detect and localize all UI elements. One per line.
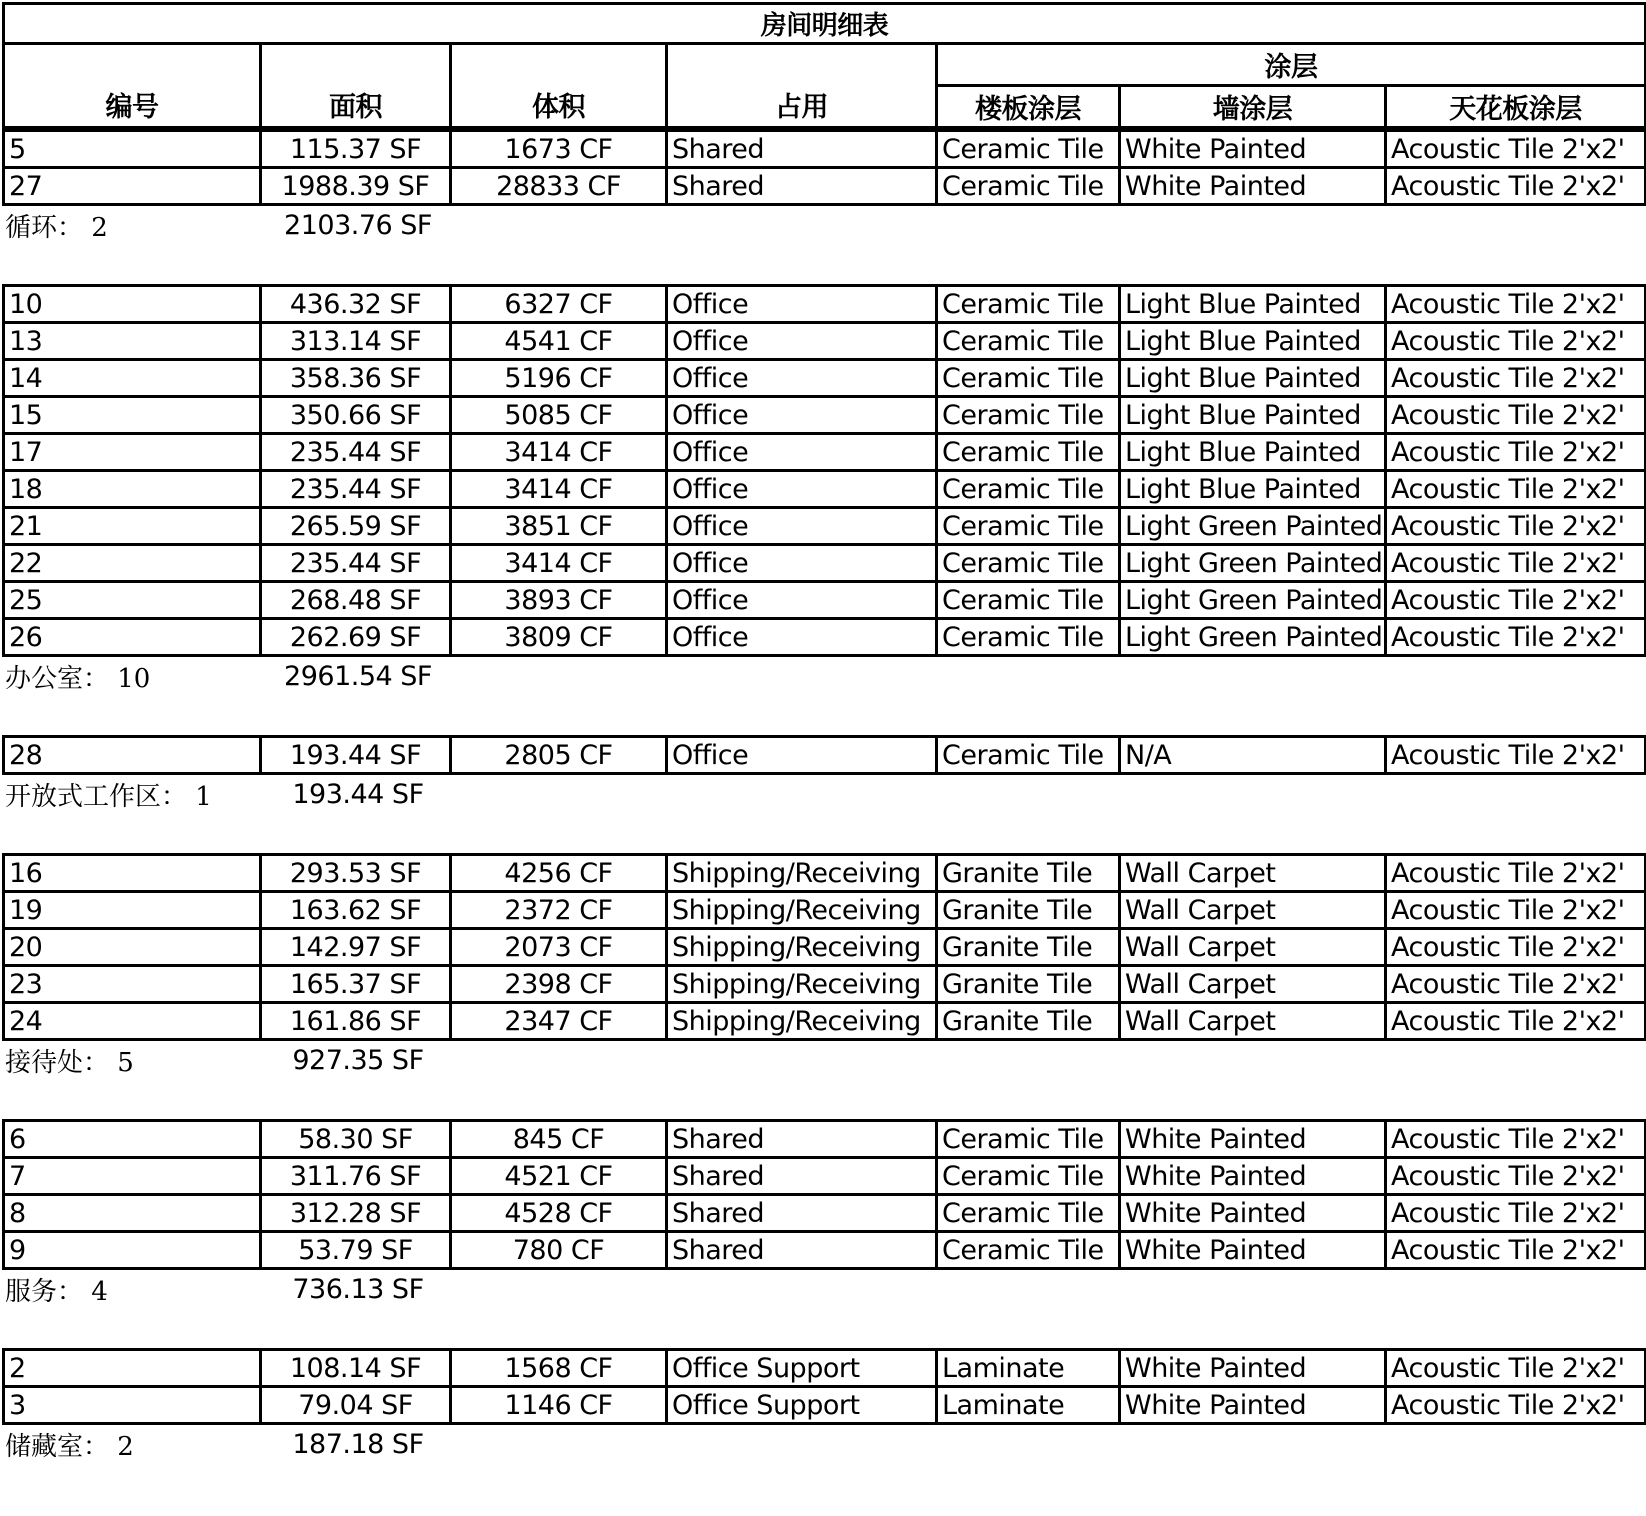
cell-number: 10 [4,286,261,323]
cell-volume: 4521 CF [451,1158,667,1195]
room-schedule [2,2,1644,1463]
schedule-groups [2,129,1644,1463]
cell-occupancy: Office [667,360,937,397]
cell-area: 53.79 SF [261,1232,451,1269]
cell-occupancy: Office [667,323,937,360]
group-summary [2,1041,1644,1079]
table-row [4,131,1646,168]
cell-number: 3 [4,1387,261,1424]
cell-floor-finish: Ceramic Tile [937,397,1120,434]
cell-wall-finish: Wall Carpet [1120,966,1386,1003]
cell-wall-finish: Light Blue Painted [1120,323,1386,360]
cell-wall-finish: Wall Carpet [1120,892,1386,929]
cell-wall-finish: White Painted [1120,1121,1386,1158]
table-row [4,545,1646,582]
cell-wall-finish: N/A [1120,737,1386,774]
group-summary [2,1425,1644,1463]
cell-floor-finish: Ceramic Tile [937,286,1120,323]
cell-number: 6 [4,1121,261,1158]
table-row [4,323,1646,360]
cell-volume: 3414 CF [451,545,667,582]
cell-number: 20 [4,929,261,966]
cell-area: 235.44 SF [261,434,451,471]
table-row [4,471,1646,508]
cell-area: 293.53 SF [261,855,451,892]
cell-number: 24 [4,1003,261,1040]
cell-occupancy: Shared [667,168,937,205]
cell-volume: 780 CF [451,1232,667,1269]
cell-area: 235.44 SF [261,471,451,508]
table-row [4,1387,1646,1424]
cell-wall-finish: White Painted [1120,1387,1386,1424]
header-volume: 体积 [451,44,667,128]
cell-ceiling-finish: Acoustic Tile 2'x2' [1386,582,1646,619]
cell-occupancy: Office [667,397,937,434]
cell-floor-finish: Granite Tile [937,966,1120,1003]
cell-area: 235.44 SF [261,545,451,582]
table-row [4,1195,1646,1232]
cell-area: 79.04 SF [261,1387,451,1424]
cell-volume: 5196 CF [451,360,667,397]
cell-area: 313.14 SF [261,323,451,360]
cell-number: 27 [4,168,261,205]
cell-ceiling-finish: Acoustic Tile 2'x2' [1386,966,1646,1003]
cell-wall-finish: White Painted [1120,1158,1386,1195]
cell-ceiling-finish: Acoustic Tile 2'x2' [1386,286,1646,323]
header-wall-finish: 墙涂层 [1120,86,1386,128]
cell-floor-finish: Ceramic Tile [937,131,1120,168]
schedule-header-table [2,2,1646,129]
cell-area: 108.14 SF [261,1350,451,1387]
cell-volume: 4256 CF [451,855,667,892]
table-row [4,1003,1646,1040]
header-floor-finish: 楼板涂层 [937,86,1120,128]
cell-occupancy: Shipping/Receiving [667,855,937,892]
group-table [2,735,1646,775]
table-row [4,1158,1646,1195]
cell-volume: 845 CF [451,1121,667,1158]
cell-wall-finish: Light Blue Painted [1120,286,1386,323]
group-summary [2,1270,1644,1308]
cell-number: 17 [4,434,261,471]
group-summary-label: 服务： 4 [5,1276,108,1307]
group-table [2,1119,1646,1270]
cell-number: 28 [4,737,261,774]
cell-wall-finish: White Painted [1120,1232,1386,1269]
cell-volume: 1568 CF [451,1350,667,1387]
table-row [4,1350,1646,1387]
cell-area: 165.37 SF [261,966,451,1003]
cell-ceiling-finish: Acoustic Tile 2'x2' [1386,397,1646,434]
cell-floor-finish: Ceramic Tile [937,545,1120,582]
cell-floor-finish: Ceramic Tile [937,1121,1120,1158]
schedule-title: 房间明细表 [4,4,1646,44]
cell-wall-finish: White Painted [1120,168,1386,205]
cell-occupancy: Office [667,434,937,471]
cell-floor-finish: Ceramic Tile [937,360,1120,397]
cell-number: 26 [4,619,261,656]
cell-floor-finish: Ceramic Tile [937,471,1120,508]
cell-volume: 2398 CF [451,966,667,1003]
table-row [4,360,1646,397]
cell-number: 22 [4,545,261,582]
cell-occupancy: Shared [667,1121,937,1158]
cell-ceiling-finish: Acoustic Tile 2'x2' [1386,360,1646,397]
group-table [2,853,1646,1041]
cell-ceiling-finish: Acoustic Tile 2'x2' [1386,855,1646,892]
group-summary-label: 接待处： 5 [5,1047,134,1078]
cell-area: 115.37 SF [261,131,451,168]
cell-ceiling-finish: Acoustic Tile 2'x2' [1386,1350,1646,1387]
group-summary-area: 736.13 SF [292,1273,424,1305]
cell-number: 14 [4,360,261,397]
cell-number: 8 [4,1195,261,1232]
cell-volume: 2347 CF [451,1003,667,1040]
cell-ceiling-finish: Acoustic Tile 2'x2' [1386,892,1646,929]
cell-area: 312.28 SF [261,1195,451,1232]
table-row [4,168,1646,205]
header-number: 编号 [4,44,261,128]
cell-floor-finish: Ceramic Tile [937,582,1120,619]
cell-wall-finish: White Painted [1120,1195,1386,1232]
header-ceiling-finish: 天花板涂层 [1386,86,1646,128]
group-summary-label: 办公室： 10 [5,663,151,694]
cell-volume: 4541 CF [451,323,667,360]
cell-area: 268.48 SF [261,582,451,619]
cell-ceiling-finish: Acoustic Tile 2'x2' [1386,471,1646,508]
cell-area: 262.69 SF [261,619,451,656]
cell-number: 9 [4,1232,261,1269]
cell-floor-finish: Ceramic Tile [937,323,1120,360]
table-row [4,434,1646,471]
cell-floor-finish: Ceramic Tile [937,737,1120,774]
cell-occupancy: Office [667,582,937,619]
header-finish-group: 涂层 [937,44,1646,86]
cell-wall-finish: White Painted [1120,131,1386,168]
header-occupancy: 占用 [667,44,937,128]
cell-volume: 2073 CF [451,929,667,966]
cell-ceiling-finish: Acoustic Tile 2'x2' [1386,545,1646,582]
cell-floor-finish: Ceramic Tile [937,508,1120,545]
cell-area: 265.59 SF [261,508,451,545]
cell-number: 19 [4,892,261,929]
cell-floor-finish: Laminate [937,1387,1120,1424]
cell-number: 15 [4,397,261,434]
cell-wall-finish: Wall Carpet [1120,1003,1386,1040]
header-area: 面积 [261,44,451,128]
cell-floor-finish: Ceramic Tile [937,1232,1120,1269]
cell-occupancy: Office Support [667,1350,937,1387]
cell-wall-finish: Light Green Painted [1120,545,1386,582]
group-summary-area: 193.44 SF [292,778,424,810]
cell-wall-finish: Light Green Painted [1120,508,1386,545]
cell-volume: 3414 CF [451,471,667,508]
cell-area: 193.44 SF [261,737,451,774]
table-row [4,397,1646,434]
table-row [4,737,1646,774]
cell-number: 5 [4,131,261,168]
cell-volume: 2372 CF [451,892,667,929]
cell-ceiling-finish: Acoustic Tile 2'x2' [1386,737,1646,774]
cell-volume: 5085 CF [451,397,667,434]
cell-floor-finish: Granite Tile [937,855,1120,892]
cell-ceiling-finish: Acoustic Tile 2'x2' [1386,323,1646,360]
cell-ceiling-finish: Acoustic Tile 2'x2' [1386,508,1646,545]
table-row [4,855,1646,892]
cell-area: 163.62 SF [261,892,451,929]
cell-number: 13 [4,323,261,360]
group-summary-label: 循环： 2 [5,212,108,243]
cell-wall-finish: Light Blue Painted [1120,434,1386,471]
cell-floor-finish: Laminate [937,1350,1120,1387]
cell-ceiling-finish: Acoustic Tile 2'x2' [1386,1121,1646,1158]
table-row [4,508,1646,545]
cell-volume: 28833 CF [451,168,667,205]
cell-occupancy: Shared [667,131,937,168]
cell-occupancy: Shipping/Receiving [667,892,937,929]
table-row [4,286,1646,323]
group-summary-area: 2961.54 SF [284,660,432,692]
cell-area: 1988.39 SF [261,168,451,205]
group-summary-area: 2103.76 SF [284,209,432,241]
cell-ceiling-finish: Acoustic Tile 2'x2' [1386,1003,1646,1040]
cell-ceiling-finish: Acoustic Tile 2'x2' [1386,434,1646,471]
cell-floor-finish: Ceramic Tile [937,434,1120,471]
cell-number: 21 [4,508,261,545]
cell-number: 7 [4,1158,261,1195]
table-row [4,1121,1646,1158]
table-row [4,892,1646,929]
group-summary [2,775,1644,813]
cell-ceiling-finish: Acoustic Tile 2'x2' [1386,619,1646,656]
cell-area: 436.32 SF [261,286,451,323]
cell-occupancy: Shipping/Receiving [667,929,937,966]
cell-floor-finish: Ceramic Tile [937,1195,1120,1232]
cell-volume: 3809 CF [451,619,667,656]
cell-ceiling-finish: Acoustic Tile 2'x2' [1386,1387,1646,1424]
cell-volume: 3851 CF [451,508,667,545]
group-table [2,1348,1646,1425]
group-table [2,284,1646,657]
group-summary-area: 927.35 SF [292,1044,424,1076]
cell-occupancy: Office [667,471,937,508]
cell-ceiling-finish: Acoustic Tile 2'x2' [1386,1232,1646,1269]
cell-area: 161.86 SF [261,1003,451,1040]
cell-wall-finish: Light Green Painted [1120,582,1386,619]
cell-ceiling-finish: Acoustic Tile 2'x2' [1386,929,1646,966]
cell-occupancy: Office [667,508,937,545]
cell-wall-finish: Light Green Painted [1120,619,1386,656]
cell-occupancy: Shipping/Receiving [667,966,937,1003]
cell-occupancy: Office [667,286,937,323]
table-row [4,966,1646,1003]
table-row [4,1232,1646,1269]
cell-wall-finish: Light Blue Painted [1120,360,1386,397]
cell-number: 2 [4,1350,261,1387]
cell-ceiling-finish: Acoustic Tile 2'x2' [1386,131,1646,168]
cell-floor-finish: Granite Tile [937,892,1120,929]
cell-ceiling-finish: Acoustic Tile 2'x2' [1386,168,1646,205]
cell-ceiling-finish: Acoustic Tile 2'x2' [1386,1158,1646,1195]
cell-volume: 3893 CF [451,582,667,619]
cell-floor-finish: Ceramic Tile [937,168,1120,205]
cell-volume: 4528 CF [451,1195,667,1232]
cell-number: 23 [4,966,261,1003]
cell-area: 358.36 SF [261,360,451,397]
cell-occupancy: Shipping/Receiving [667,1003,937,1040]
cell-occupancy: Shared [667,1232,937,1269]
cell-number: 18 [4,471,261,508]
cell-area: 311.76 SF [261,1158,451,1195]
cell-occupancy: Office [667,545,937,582]
cell-area: 350.66 SF [261,397,451,434]
cell-wall-finish: White Painted [1120,1350,1386,1387]
cell-wall-finish: Light Blue Painted [1120,471,1386,508]
group-summary [2,206,1644,244]
cell-occupancy: Shared [667,1195,937,1232]
cell-number: 16 [4,855,261,892]
cell-volume: 1146 CF [451,1387,667,1424]
cell-occupancy: Office [667,619,937,656]
table-row [4,619,1646,656]
cell-floor-finish: Granite Tile [937,1003,1120,1040]
table-row [4,582,1646,619]
group-summary [2,657,1644,695]
group-table [2,129,1646,206]
cell-occupancy: Office Support [667,1387,937,1424]
cell-volume: 2805 CF [451,737,667,774]
cell-number: 25 [4,582,261,619]
cell-volume: 6327 CF [451,286,667,323]
cell-area: 142.97 SF [261,929,451,966]
cell-floor-finish: Ceramic Tile [937,619,1120,656]
cell-occupancy: Office [667,737,937,774]
cell-ceiling-finish: Acoustic Tile 2'x2' [1386,1195,1646,1232]
group-summary-label: 开放式工作区： 1 [5,781,212,812]
table-row [4,929,1646,966]
cell-floor-finish: Granite Tile [937,929,1120,966]
cell-wall-finish: Wall Carpet [1120,929,1386,966]
cell-volume: 1673 CF [451,131,667,168]
cell-floor-finish: Ceramic Tile [937,1158,1120,1195]
group-summary-label: 储藏室： 2 [5,1431,134,1462]
group-summary-area: 187.18 SF [292,1428,424,1460]
cell-wall-finish: Wall Carpet [1120,855,1386,892]
cell-volume: 3414 CF [451,434,667,471]
cell-area: 58.30 SF [261,1121,451,1158]
cell-occupancy: Shared [667,1158,937,1195]
cell-wall-finish: Light Blue Painted [1120,397,1386,434]
